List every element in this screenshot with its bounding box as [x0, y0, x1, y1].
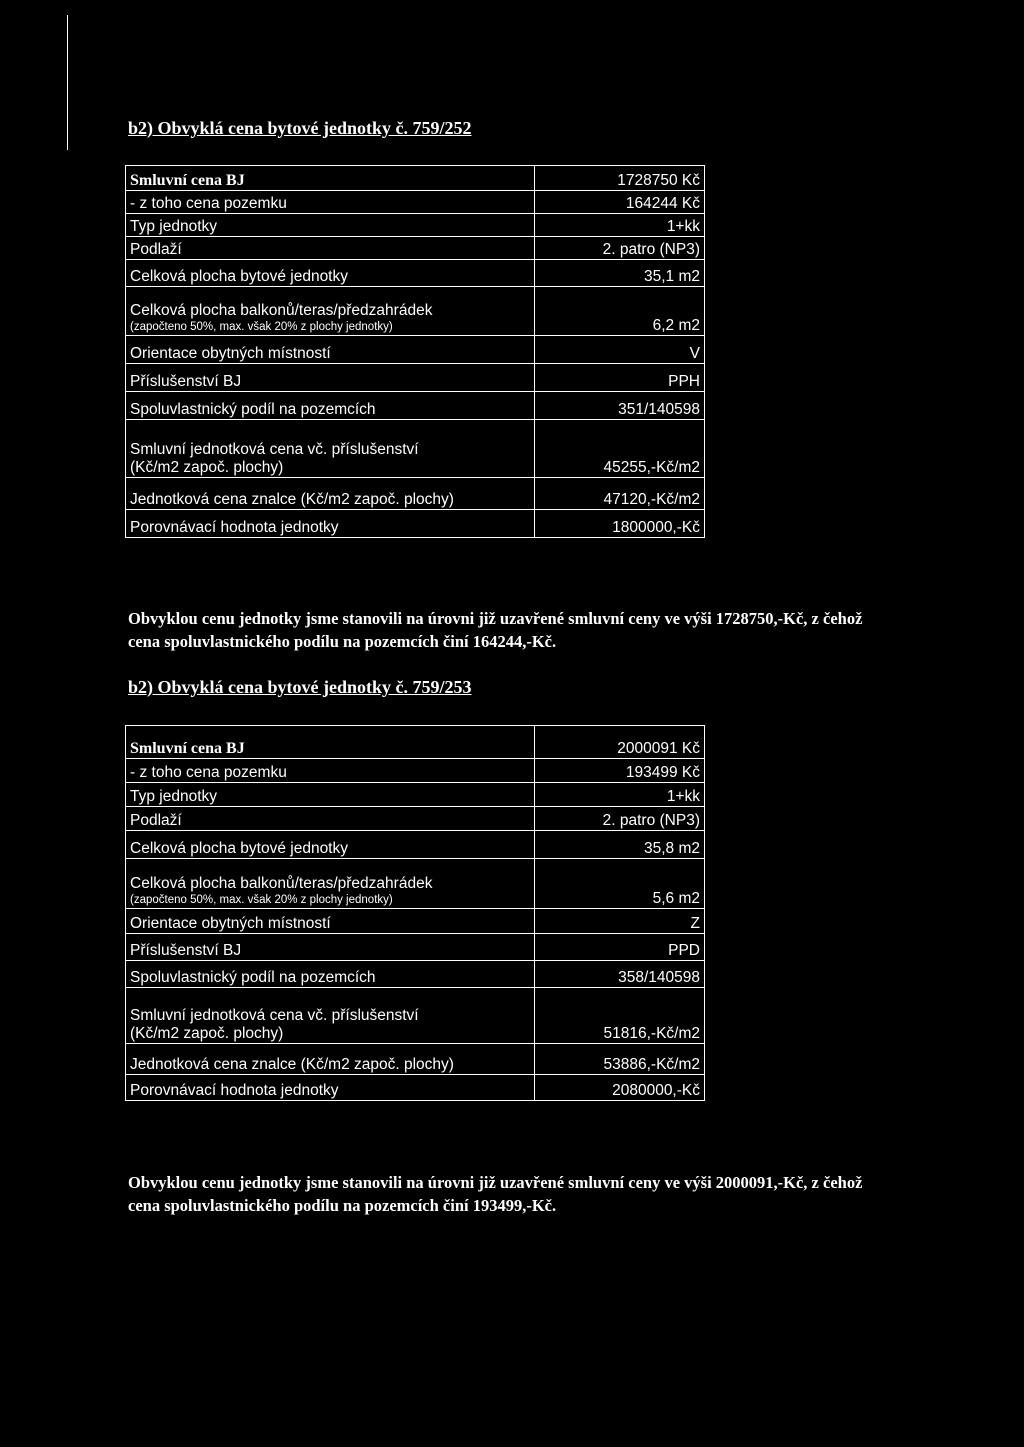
row-value: PPD	[535, 934, 705, 961]
row-label: Příslušenství BJ	[126, 364, 535, 392]
row-label: Jednotková cena znalce (Kč/m2 započ. plochy)	[126, 478, 535, 510]
row-label-note: (započteno 50%, max. však 20% z plochy jednotky)	[130, 321, 393, 333]
row-label: Spoluvlastnický podíl na pozemcích	[126, 961, 535, 988]
row-label	[126, 859, 535, 909]
table-row	[126, 191, 705, 214]
row-value: 47120,-Kč/m2	[535, 478, 705, 510]
table-row	[126, 807, 705, 831]
row-label: Smluvní cena BJ	[126, 726, 535, 759]
row-value: PPH	[535, 364, 705, 392]
row-label-note: (započteno 50%, max. však 20% z plochy jednotky)	[130, 894, 393, 906]
row-label: Podlaží	[126, 807, 535, 831]
margin-line	[67, 15, 68, 150]
row-label: Podlaží	[126, 237, 535, 260]
row-value: 1728750 Kč	[535, 166, 705, 191]
table-row	[126, 859, 705, 909]
table-row	[126, 214, 705, 237]
row-label: Orientace obytných místností	[126, 336, 535, 364]
row-value: 1+kk	[535, 783, 705, 807]
row-label	[126, 420, 535, 478]
row-label-main: Smluvní jednotková cena vč. příslušenství	[130, 1007, 419, 1024]
row-value: 2000091 Kč	[535, 726, 705, 759]
table-row	[126, 759, 705, 783]
row-label: Smluvní cena BJ	[126, 166, 535, 191]
row-label: - z toho cena pozemku	[126, 191, 535, 214]
row-label: Porovnávací hodnota jednotky	[126, 1075, 535, 1101]
row-label	[126, 287, 535, 336]
row-label: Spoluvlastnický podíl na pozemcích	[126, 392, 535, 420]
table-row	[126, 336, 705, 364]
row-label: - z toho cena pozemku	[126, 759, 535, 783]
row-value: V	[535, 336, 705, 364]
row-value: 6,2 m2	[535, 287, 705, 336]
row-label: Typ jednotky	[126, 783, 535, 807]
row-value: 35,8 m2	[535, 831, 705, 859]
table-row	[126, 392, 705, 420]
table-row	[126, 1044, 705, 1075]
table-row	[126, 287, 705, 336]
row-label: Příslušenství BJ	[126, 934, 535, 961]
row-label: Celková plocha bytové jednotky	[126, 260, 535, 287]
summary-paragraph-253: Obvyklou cenu jednotky jsme stanovili na úrovni již uzavřené smluvní ceny ve výši 2000091,-Kč, z čehož cena spoluvlastnického podílu na pozemcích činí 193499,-Kč.	[128, 1173, 863, 1215]
table-row	[126, 420, 705, 478]
summary-paragraph-252: Obvyklou cenu jednotky jsme stanovili na úrovni již uzavřené smluvní ceny ve výši 1728750,-Kč, z čehož cena spoluvlastnického podílu na pozemcích činí 164244,-Kč.	[128, 609, 863, 651]
row-label	[126, 988, 535, 1044]
table-row	[126, 988, 705, 1044]
table-row	[126, 478, 705, 510]
unit-table-252	[125, 165, 705, 538]
row-value: 1800000,-Kč	[535, 510, 705, 538]
table-row	[126, 166, 705, 191]
row-value: Z	[535, 909, 705, 934]
table-row	[126, 909, 705, 934]
row-label: Orientace obytných místností	[126, 909, 535, 934]
row-label: Porovnávací hodnota jednotky	[126, 510, 535, 538]
row-label: Typ jednotky	[126, 214, 535, 237]
table-row	[126, 1075, 705, 1101]
table-row	[126, 364, 705, 392]
row-label-main: Celková plocha balkonů/teras/předzahrádek	[130, 302, 433, 319]
table-row	[126, 934, 705, 961]
row-value: 2080000,-Kč	[535, 1075, 705, 1101]
row-value: 358/140598	[535, 961, 705, 988]
row-label: Celková plocha bytové jednotky	[126, 831, 535, 859]
row-value: 193499 Kč	[535, 759, 705, 783]
row-value: 2. patro (NP3)	[535, 807, 705, 831]
row-label-line2: (Kč/m2 započ. plochy)	[130, 459, 284, 476]
row-value: 164244 Kč	[535, 191, 705, 214]
row-label-main: Celková plocha balkonů/teras/předzahrádek	[130, 875, 433, 892]
row-value: 53886,-Kč/m2	[535, 1044, 705, 1075]
row-value: 51816,-Kč/m2	[535, 988, 705, 1044]
table-row	[126, 510, 705, 538]
table-row	[126, 237, 705, 260]
row-label: Jednotková cena znalce (Kč/m2 započ. plochy)	[126, 1044, 535, 1075]
row-value: 5,6 m2	[535, 859, 705, 909]
row-value: 45255,-Kč/m2	[535, 420, 705, 478]
table-row	[126, 831, 705, 859]
table-row	[126, 726, 705, 759]
section-heading-252: b2) Obvyklá cena bytové jednotky č. 759/252	[128, 118, 472, 138]
table-row	[126, 783, 705, 807]
table-row	[126, 961, 705, 988]
row-label-line2: (Kč/m2 započ. plochy)	[130, 1025, 284, 1042]
unit-table-253	[125, 725, 705, 1101]
table-row	[126, 260, 705, 287]
row-value: 1+kk	[535, 214, 705, 237]
row-value: 35,1 m2	[535, 260, 705, 287]
row-label-main: Smluvní jednotková cena vč. příslušenství	[130, 441, 419, 458]
row-value: 2. patro (NP3)	[535, 237, 705, 260]
section-heading-253: b2) Obvyklá cena bytové jednotky č. 759/253	[128, 677, 472, 697]
row-value: 351/140598	[535, 392, 705, 420]
